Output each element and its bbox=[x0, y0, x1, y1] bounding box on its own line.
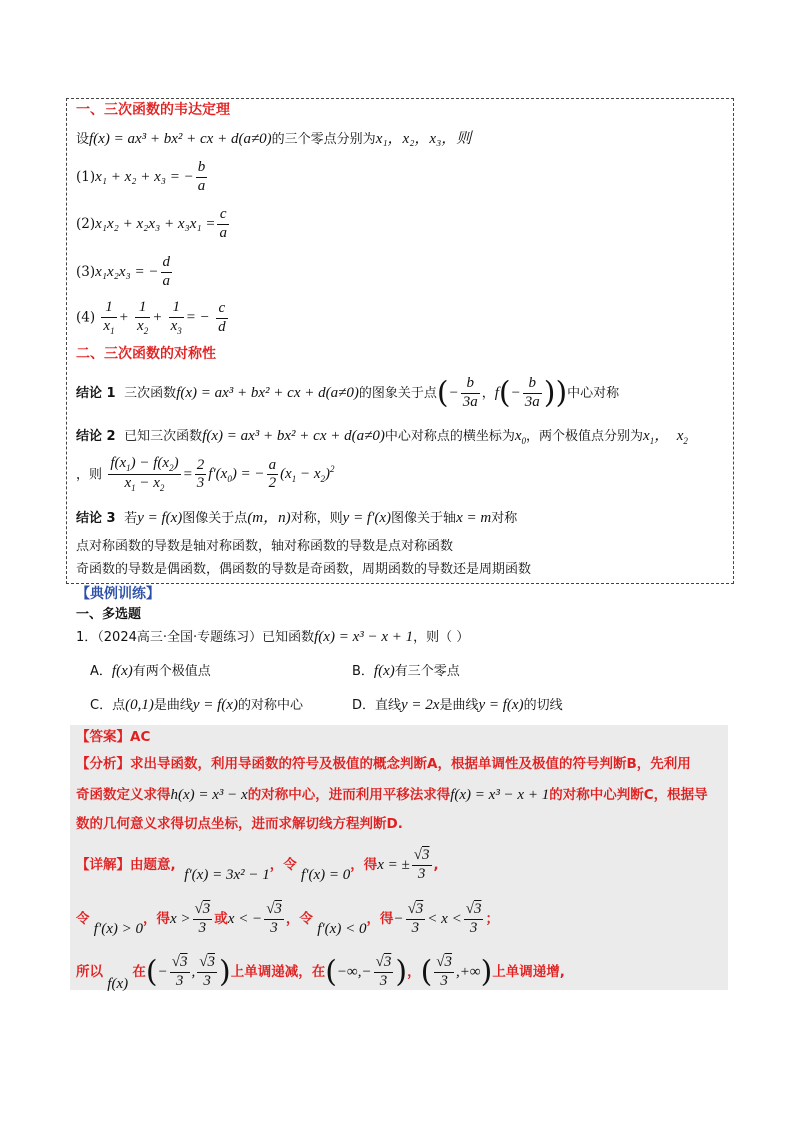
vieta-item-4: (4) $\frac{1}{x_1}$ + $\frac{1}{x_2}$ + $\frac{1}{x_3}$ = − $\frac{c}{d}$ bbox=[76, 299, 226, 336]
conclusion-2-formula: ，则 $\frac{f(x_1) - f(x_2)}{x_1 - x_2}$ = $\frac{2}{3}$ $f'(x_0)$ = − $\frac{a}{2}$ $(x_1 - x_2)^2$ bbox=[76, 455, 335, 494]
option-d: D．直线y = 2x是曲线y = f(x)的切线 bbox=[352, 697, 563, 713]
analysis-line-3: 数的几何意义求得切点坐标，进而求解切线方程判断D. bbox=[76, 816, 403, 832]
vieta-item-2: (2)x₁x₂ + x₂x₃ + x₃x₁ = $\frac{c}{a}$ bbox=[76, 206, 227, 241]
conclusion-3: 结论 3 若y = f(x)图像关于点(m，n)对称，则y = f′(x)图像关于轴x = m对称 bbox=[76, 510, 518, 526]
option-c: C．点(0,1)是曲线y = f(x)的对称中心 bbox=[90, 697, 303, 713]
section1-heading: 一、三次函数的韦达定理 bbox=[76, 102, 230, 118]
note-1: 点对称函数的导数是轴对称函数，轴对称函数的导数是点对称函数 bbox=[76, 539, 454, 554]
analysis-line-2: 奇函数定义求得h(x) = x³ − x的对称中心，进而利用平移法求得f(x) = x³ − x + 1的对称中心判断C，根据导 bbox=[76, 787, 708, 803]
conclusion-1: 结论 1 三次函数f(x) = ax³ + bx² + cx + d(a≠0)的图象关于点(− $\frac{b}{3a}$ ，f(− $\frac{b}{3a}$ ))中心对称 bbox=[76, 375, 620, 411]
detail-line-1: 【详解】由题意, f′(x) = 3x² − 1，令 f′(x) = 0，得x = ± $\frac{√3}{3}$ , bbox=[76, 847, 439, 883]
section1-intro: 设f(x) = ax³ + bx² + cx + d(a≠0)的三个零点分别为x₁，x₂，x₃，则 bbox=[76, 131, 472, 147]
option-b: B．f(x)有三个零点 bbox=[352, 663, 460, 679]
section2-heading: 二、三次函数的对称性 bbox=[76, 346, 216, 362]
vieta-item-1: (1)x₁ + x₂ + x₃ = − $\frac{b}{a}$ bbox=[76, 159, 206, 194]
analysis-line-1: 【分析】求出导函数，利用导函数的符号及极值的概念判断A，根据单调性及极值的符号判断B，先利用 bbox=[76, 756, 691, 772]
answer-label: 【答案】AC bbox=[76, 729, 151, 745]
training-heading: 【典例训练】 bbox=[76, 586, 160, 602]
training-subheading: 一、多选题 bbox=[76, 607, 142, 622]
conclusion-2: 结论 2 已知三次函数f(x) = ax³ + bx² + cx + d(a≠0)中心对称点的横坐标为$x_0$，两个极值点分别为$x_1$， $x_2$ bbox=[76, 428, 688, 446]
detail-line-3: 所以 f(x) 在(− $\frac{√3}{3}$ , $\frac{√3}{3}$ )上单调递减，在(−∞,− $\frac{√3}{3}$ )，( $\frac{√3}{3}$ ,+∞)上单调递增, bbox=[76, 954, 565, 992]
vieta-item-3: (3)x₁x₂x₃ = − $\frac{d}{a}$ bbox=[76, 254, 170, 289]
note-2: 奇函数的导数是偶函数，偶函数的导数是奇函数，周期函数的导数还是周期函数 bbox=[76, 562, 532, 577]
detail-line-2: 令 f′(x) > 0，得x > $\frac{√3}{3}$ 或x < − $\frac{√3}{3}$ ，令 f′(x) < 0，得− $\frac{√3}{3}$ < x < $\frac{√3}{3}$ ； bbox=[76, 901, 499, 937]
option-a: A．f(x)有两个极值点 bbox=[90, 663, 211, 679]
question-1: 1．（2024高三·全国·专题练习）已知函数f(x) = x³ − x + 1，则（ ） bbox=[76, 629, 470, 645]
